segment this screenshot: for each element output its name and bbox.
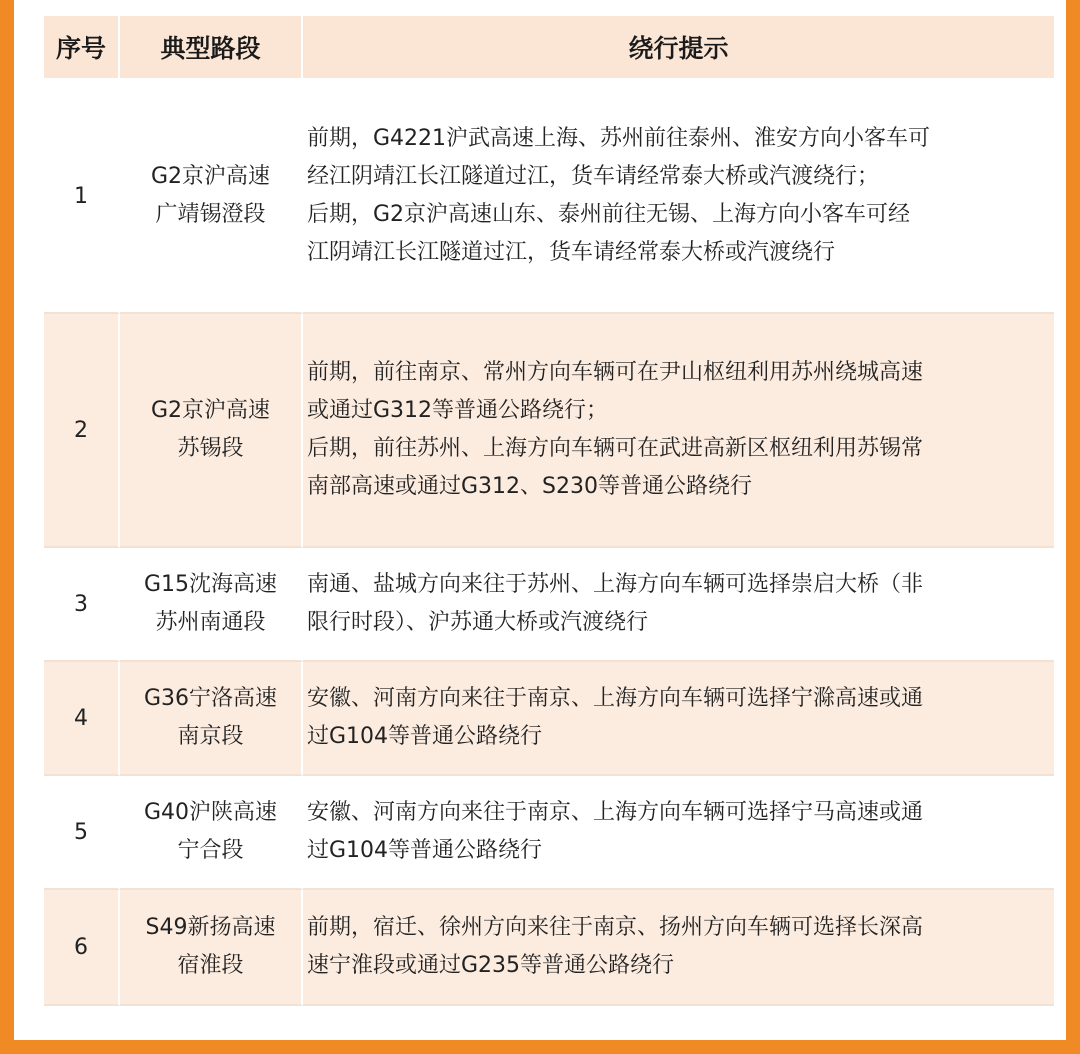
table-row (44, 890, 1054, 1006)
header-no: 序号 (44, 16, 120, 80)
tip-line: 江阴靖江长江隧道过江，货车请经常泰大桥或汽渡绕行 (307, 240, 836, 265)
detour-tip (303, 662, 1054, 776)
tip-line: 前期，宿迁、徐州方向来往于南京、扬州方向车辆可选择长深高 (307, 915, 924, 940)
row-number: 5 (44, 776, 120, 890)
road-line: 广靖锡澄段 (155, 202, 266, 227)
tip-line: 南通、盐城方向来往于苏州、上海方向车辆可选择崇启大桥（非 (307, 572, 924, 597)
row-number: 1 (44, 80, 120, 314)
road-line: 苏锡段 (177, 436, 244, 461)
road-line: 宿淮段 (177, 953, 244, 978)
tip-line: 后期，G2京沪高速山东、泰州前往无锡、上海方向小客车可经 (307, 202, 911, 227)
road-line: G15沈海高速 (143, 572, 278, 597)
tip-line: 前期，G4221沪武高速上海、苏州前往泰州、淮安方向小客车可 (307, 126, 931, 151)
road-line: S49新扬高速 (145, 915, 276, 940)
detour-tip (303, 890, 1054, 1006)
tip-line: 限行时段）、沪苏通大桥或汽渡绕行 (307, 610, 649, 635)
road-line: 苏州南通段 (155, 610, 266, 635)
detour-tip (303, 314, 1054, 548)
tip-line: 经江阴靖江长江隧道过江，货车请经常泰大桥或汽渡绕行； (307, 164, 880, 189)
road-section (120, 662, 303, 776)
tip-line: 或通过G312等普通公路绕行； (307, 398, 609, 423)
detour-table (44, 16, 1054, 1006)
header-road: 典型路段 (120, 16, 303, 80)
tip-line: 后期，前往苏州、上海方向车辆可在武进高新区枢纽利用苏锡常 (307, 436, 924, 461)
row-number: 2 (44, 314, 120, 548)
road-section (120, 890, 303, 1006)
detour-tip (303, 80, 1054, 314)
road-line: G2京沪高速 (150, 398, 271, 423)
row-number: 4 (44, 662, 120, 776)
table-row (44, 80, 1054, 314)
road-section (120, 80, 303, 314)
tip-line: 前期，前往南京、常州方向车辆可在尹山枢纽利用苏州绕城高速 (307, 360, 924, 385)
tip-line: 安徽、河南方向来往于南京、上海方向车辆可选择宁滁高速或通 (307, 686, 924, 711)
header-tip: 绕行提示 (303, 16, 1054, 80)
tip-line: 南部高速或通过G312、S230等普通公路绕行 (307, 474, 752, 499)
table-row (44, 662, 1054, 776)
road-line: 宁合段 (177, 838, 244, 863)
road-section (120, 548, 303, 662)
road-line: 南京段 (177, 724, 244, 749)
tip-line: 过G104等普通公路绕行 (307, 724, 543, 749)
road-line: G40沪陕高速 (143, 800, 278, 825)
tip-line: 速宁淮段或通过G235等普通公路绕行 (307, 953, 675, 978)
content-panel (14, 0, 1066, 1040)
row-number: 6 (44, 890, 120, 1006)
tip-line: 过G104等普通公路绕行 (307, 838, 543, 863)
table-row (44, 314, 1054, 548)
detour-tip (303, 548, 1054, 662)
road-section (120, 314, 303, 548)
road-section (120, 776, 303, 890)
table-header-row (44, 16, 1054, 80)
table-row (44, 776, 1054, 890)
road-line: G36宁洛高速 (143, 686, 278, 711)
road-line: G2京沪高速 (150, 164, 271, 189)
row-number: 3 (44, 548, 120, 662)
tip-line: 安徽、河南方向来往于南京、上海方向车辆可选择宁马高速或通 (307, 800, 924, 825)
table-row (44, 548, 1054, 662)
detour-tip (303, 776, 1054, 890)
